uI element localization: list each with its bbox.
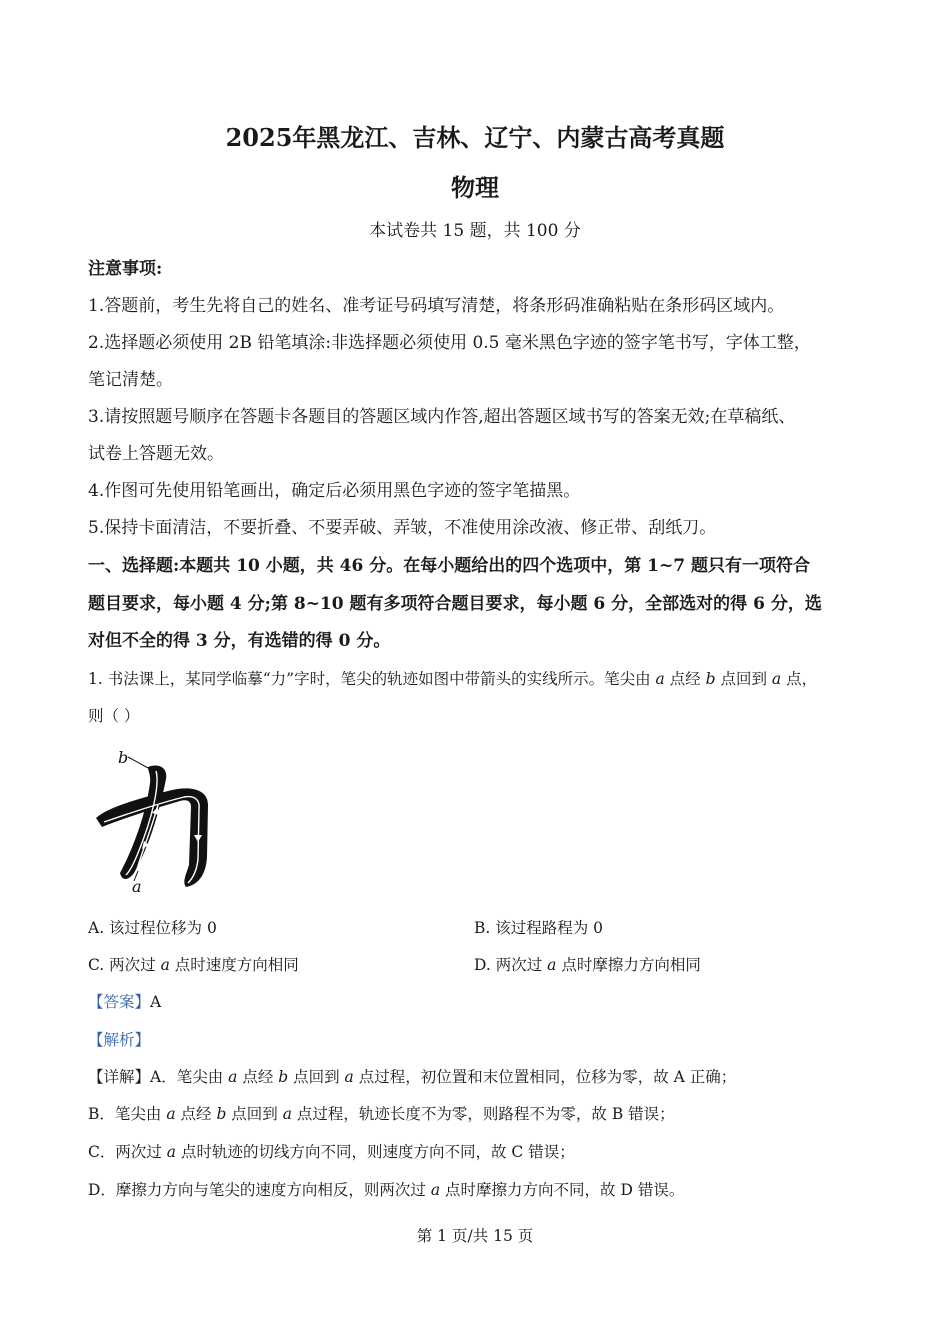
pointer-b bbox=[128, 757, 150, 769]
section-heading: 题目要求，每小题 4 分;第 8~10 题有多项符合题目要求，每小题 6 分，全部选对的得 6 分，选 bbox=[88, 594, 822, 614]
detail-b: B．笔尖由 a 点经 b 点回到 a 点过程，轨迹长度不为零，则路程不为零，故 B 错误； bbox=[88, 1105, 675, 1123]
option-d: D. 两次过 a 点时摩擦力方向相同 bbox=[474, 956, 701, 974]
notice-item: 2.选择题必须使用 2B 铅笔填涂:非选择题必须使用 0.5 毫米黑色字迹的签字笔书写，字体工整， bbox=[88, 333, 811, 353]
subject-title: 物理 bbox=[451, 173, 499, 202]
option-b: B. 该过程路程为 0 bbox=[474, 919, 604, 937]
section-heading: 对但不全的得 3 分，有选错的得 0 分。 bbox=[88, 631, 391, 651]
answer-tag: 【答案】 bbox=[88, 993, 151, 1011]
exam-info: 本试卷共 15 题，共 100 分 bbox=[369, 221, 581, 241]
label-b: b bbox=[118, 748, 129, 767]
notice-item: 试卷上答题无效。 bbox=[88, 444, 224, 464]
option-a: A. 该过程位移为 0 bbox=[88, 919, 217, 937]
answer-line bbox=[88, 991, 161, 1013]
stroke-sweep bbox=[120, 766, 166, 880]
answer-value: A bbox=[150, 993, 162, 1011]
notice-item: 4.作图可先使用铅笔画出，确定后必须用黑色字迹的签字笔描黑。 bbox=[88, 481, 581, 501]
notice-item: 1.答题前，考生先将自己的姓名、准考证号码填写清楚，将条形码准确粘贴在条形码区域内。 bbox=[88, 296, 785, 316]
notice-item: 笔记清楚。 bbox=[88, 370, 173, 390]
detail-c: C．两次过 a 点时轨迹的切线方向不同，则速度方向不同，故 C 错误； bbox=[88, 1143, 575, 1161]
li-character-figure bbox=[90, 745, 220, 895]
option-c: C. 两次过 a 点时速度方向相同 bbox=[88, 956, 299, 974]
analysis-tag: 【解析】 bbox=[88, 1031, 151, 1049]
detail-d: D．摩擦力方向与笔尖的速度方向相反，则两次过 a 点时摩擦力方向不同，故 D 错误。 bbox=[88, 1181, 685, 1199]
page-footer: 第 1 页/共 15 页 bbox=[416, 1227, 534, 1245]
section-heading: 一、选择题:本题共 10 小题，共 46 分。在每小题给出的四个选项中，第 1~7 题只有一项符合 bbox=[88, 556, 811, 576]
question-1-stem: 1. 书法课上，某同学临摹“力”字时，笔尖的轨迹如图中带箭头的实线所示。笔尖由 a 点经 b 点回到 a 点， bbox=[88, 670, 818, 688]
notice-heading: 注意事项: bbox=[88, 259, 163, 279]
notice-item: 3.请按照题号顺序在答题卡各题目的答题区域内作答,超出答题区域书写的答案无效;在草稿纸、 bbox=[88, 407, 796, 427]
notice-item: 5.保持卡面清洁，不要折叠、不要弄破、弄皱，不准使用涂改液、修正带、刮纸刀。 bbox=[88, 518, 717, 538]
label-a: a bbox=[132, 877, 142, 895]
question-1-stem-end: 则（ ） bbox=[88, 707, 140, 725]
exam-title: 2025年黑龙江、吉林、辽宁、内蒙古高考真题 bbox=[225, 123, 725, 152]
detail-a: 【详解】A．笔尖由 a 点经 b 点回到 a 点过程，初位置和末位置相同，位移为零，故 A 正确； bbox=[88, 1068, 737, 1086]
